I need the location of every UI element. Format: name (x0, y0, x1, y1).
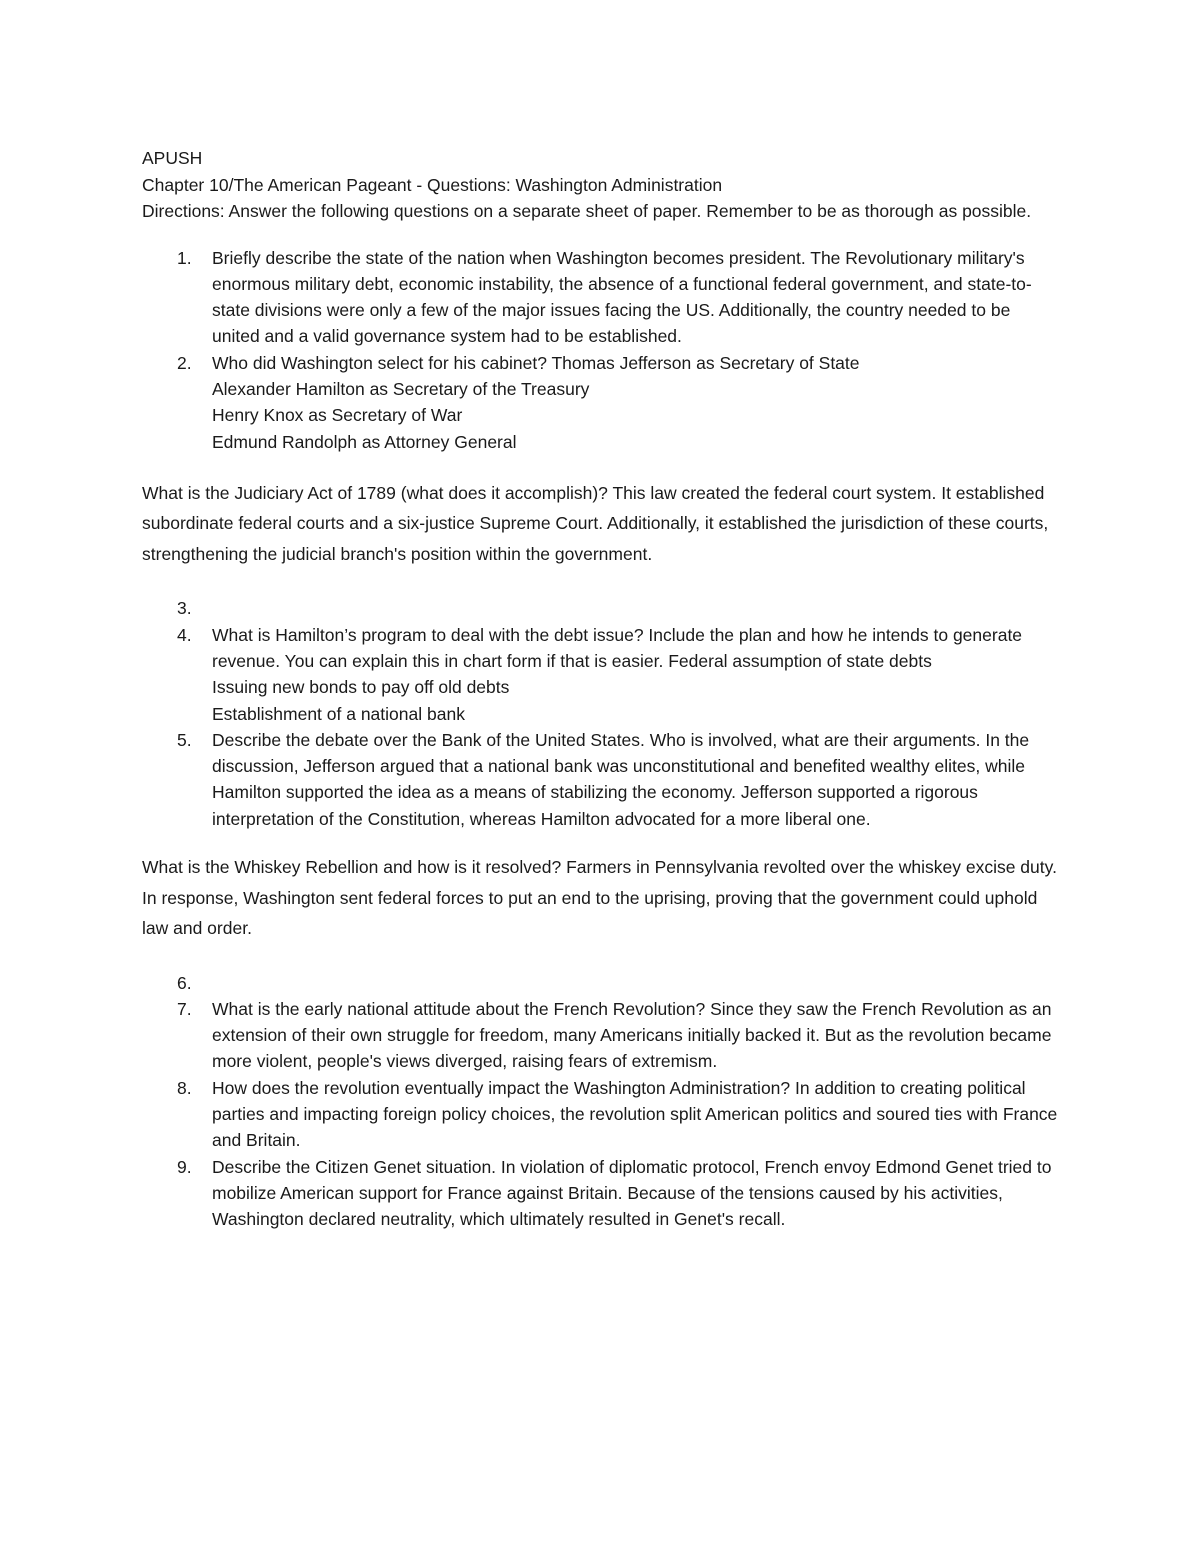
question-number: 6. (177, 972, 192, 993)
question-item-5 (142, 727, 1062, 832)
question-list-1 (142, 245, 1062, 455)
plan-bonds: Issuing new bonds to pay off old debts (212, 677, 510, 698)
question-item-7 (142, 996, 1062, 1075)
whiskey-rebellion-paragraph: What is the Whiskey Rebellion and how is it resolved? Farmers in Pennsylvania revolted over the whiskey excise duty. In response, Washington sent federal forces to put an end to the uprising, proving that the government could uphold law and order. (142, 857, 1057, 939)
question-number: 4. (177, 624, 192, 645)
document-body (142, 145, 1062, 1233)
question-text: What is Hamilton’s program to deal with the debt issue? Include the plan and how he intends to generate revenue. You can explain this in chart form if that is easier. Federal assumption of state debts (212, 624, 1023, 671)
cabinet-member-hamilton: Alexander Hamilton as Secretary of the Treasury (212, 378, 590, 399)
plan-national-bank: Establishment of a national bank (212, 703, 465, 724)
question-text: Describe the Citizen Genet situation. In violation of diplomatic protocol, French envoy Edmond Genet tried to mobilize American support for France against Britain. Because of the tensions caused by his activities, Washington declared neutrality, which ultimately resulted in Genet's recall. (212, 1156, 1052, 1230)
question-item-8 (142, 1075, 1062, 1154)
question-text: How does the revolution eventually impact the Washington Administration? In addition to creating political parties and impacting foreign policy choices, the revolution split American politics and soured ties with France and Britain. (212, 1077, 1058, 1151)
question-item-4 (142, 622, 1062, 727)
question-item-3 (142, 595, 1062, 621)
question-number: 2. (177, 352, 192, 373)
question-text: Who did Washington select for his cabinet? Thomas Jefferson as Secretary of State (212, 352, 860, 373)
question-number: 7. (177, 998, 192, 1019)
question-item-2 (142, 350, 1062, 455)
question-item-9 (142, 1154, 1062, 1233)
question-number: 1. (177, 247, 192, 268)
question-number: 5. (177, 729, 192, 750)
question-list-2 (142, 595, 1062, 832)
question-text: Describe the debate over the Bank of the United States. Who is involved, what are their arguments. In the discussion, Jefferson argued that a national bank was unconstitutional and benefited wealthy elites, while Hamilton supported the idea as a means of stabilizing the economy. Jefferson supported a rigorous interpretation of the Constitution, whereas Hamilton advocated for a more liberal one. (212, 729, 1030, 829)
question-list-3 (142, 970, 1062, 1233)
chapter-title: Chapter 10/The American Pageant - Questions: Washington Administration (142, 174, 723, 195)
judiciary-act-paragraph: What is the Judiciary Act of 1789 (what does it accomplish)? This law created the federal court system. It established subordinate federal courts and a six-justice Supreme Court. Additionally, it established the jurisdiction of these courts, strengthening the judicial branch's position within the government. (142, 482, 1049, 564)
directions-text: Directions: Answer the following questions on a separate sheet of paper. Remember to be as thorough as possible. (142, 201, 1032, 221)
question-text: Briefly describe the state of the nation when Washington becomes president. The Revolutionary military's enormous military debt, economic instability, the absence of a functional federal government, and state-to-state divisions were only a few of the major issues facing the US. Additionally, the country needed to be united and a valid governance system had to be established. (212, 247, 1032, 347)
cabinet-member-randolph: Edmund Randolph as Attorney General (212, 431, 517, 452)
cabinet-member-knox: Henry Knox as Secretary of War (212, 405, 463, 426)
question-text: What is the early national attitude about the French Revolution? Since they saw the French Revolution as an extension of their own struggle for freedom, many Americans initially backed it. But as the revolution became more violent, people's views diverged, raising fears of extremism. (212, 998, 1052, 1072)
question-number: 9. (177, 1156, 192, 1177)
question-number: 8. (177, 1077, 192, 1098)
question-item-6 (142, 970, 1062, 996)
course-title: APUSH (142, 148, 203, 168)
question-number: 3. (177, 598, 192, 619)
question-text (212, 970, 1062, 996)
question-text (212, 595, 1062, 621)
question-item-1 (142, 245, 1062, 350)
